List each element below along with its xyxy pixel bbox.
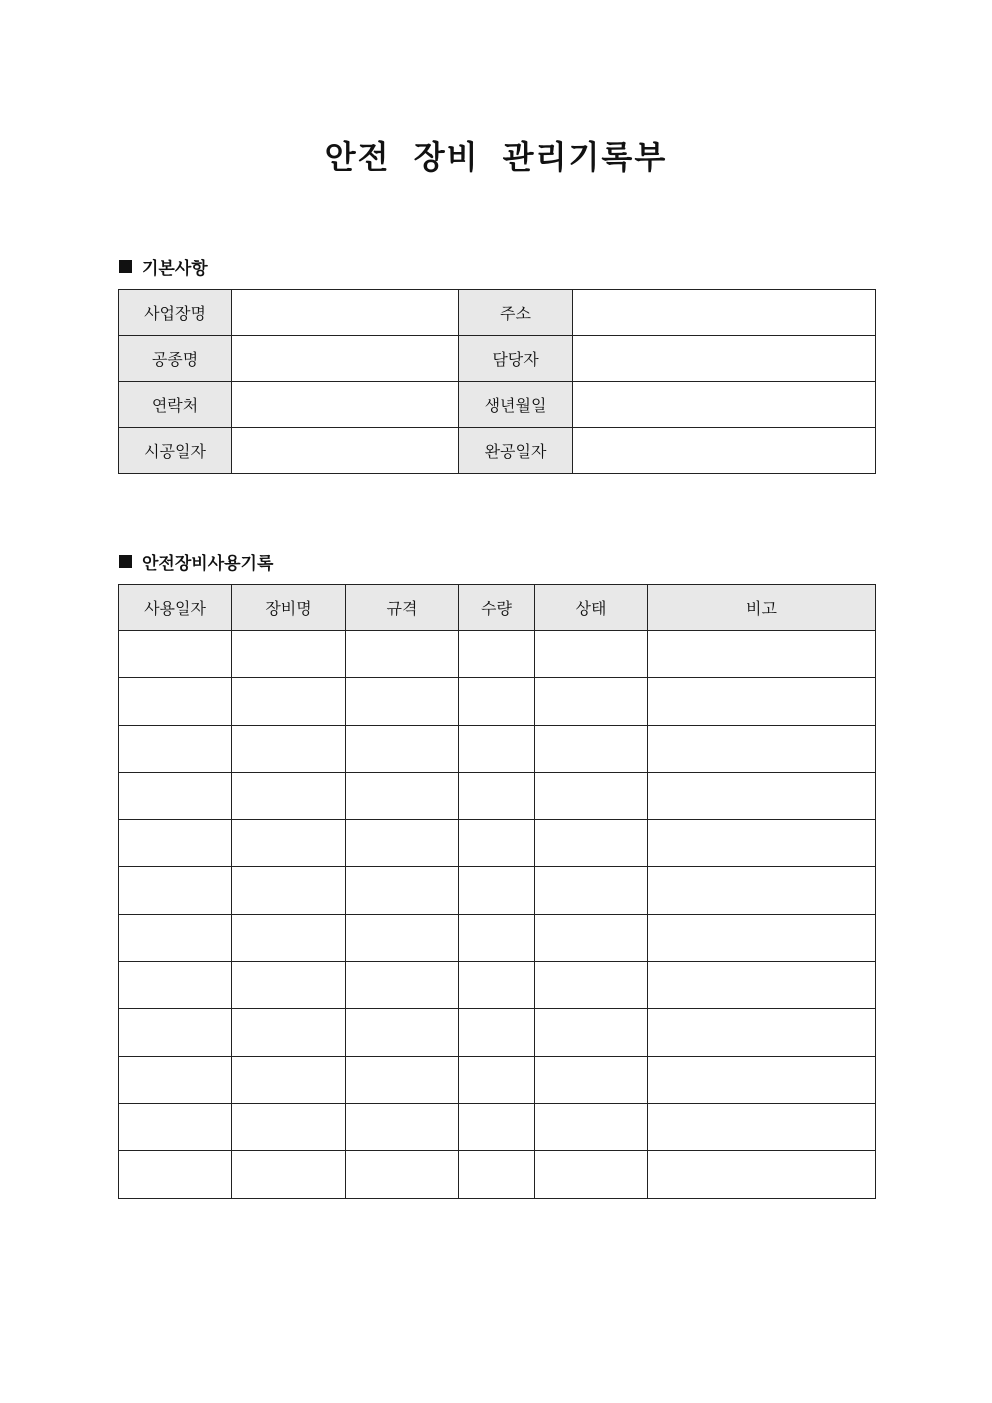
- record-row: [119, 1151, 876, 1198]
- record-cell[interactable]: [648, 867, 876, 914]
- record-cell[interactable]: [459, 631, 535, 678]
- record-cell[interactable]: [459, 820, 535, 867]
- record-cell[interactable]: [346, 725, 459, 772]
- basic-value-field[interactable]: [232, 382, 459, 428]
- record-cell[interactable]: [232, 678, 346, 725]
- record-cell[interactable]: [648, 1151, 876, 1198]
- record-cell[interactable]: [648, 962, 876, 1009]
- record-cell[interactable]: [119, 962, 232, 1009]
- basic-value-field[interactable]: [232, 336, 459, 382]
- record-row: [119, 962, 876, 1009]
- record-cell[interactable]: [119, 772, 232, 819]
- basic-label: 시공일자: [119, 428, 232, 474]
- record-cell[interactable]: [119, 1103, 232, 1150]
- record-cell[interactable]: [648, 631, 876, 678]
- record-cell[interactable]: [232, 867, 346, 914]
- page-title: 안전 장비 관리기록부: [324, 138, 668, 176]
- basic-section-title: 기본사항: [142, 259, 208, 279]
- basic-value-field[interactable]: [573, 290, 876, 336]
- basic-label: 주소: [459, 290, 573, 336]
- record-cell[interactable]: [535, 1103, 648, 1150]
- record-cell[interactable]: [459, 1151, 535, 1198]
- record-cell[interactable]: [232, 631, 346, 678]
- record-cell[interactable]: [346, 1151, 459, 1198]
- basic-info-row: [119, 382, 876, 428]
- record-cell[interactable]: [535, 725, 648, 772]
- record-cell[interactable]: [119, 1009, 232, 1056]
- record-cell[interactable]: [648, 1056, 876, 1103]
- record-cell[interactable]: [535, 914, 648, 961]
- record-row: [119, 1009, 876, 1056]
- basic-value-field[interactable]: [573, 336, 876, 382]
- basic-label: 생년월일: [459, 382, 573, 428]
- record-cell[interactable]: [119, 725, 232, 772]
- record-section-title: 안전장비사용기록: [142, 554, 274, 574]
- basic-info-row: [119, 290, 876, 336]
- record-row: [119, 725, 876, 772]
- record-cell[interactable]: [459, 678, 535, 725]
- record-column-header: 상태: [535, 585, 648, 631]
- record-cell[interactable]: [459, 1009, 535, 1056]
- record-cell[interactable]: [232, 962, 346, 1009]
- record-cell[interactable]: [346, 631, 459, 678]
- record-cell[interactable]: [535, 962, 648, 1009]
- record-cell[interactable]: [459, 914, 535, 961]
- equipment-record-table: [118, 584, 876, 1199]
- record-row: [119, 772, 876, 819]
- basic-value-field[interactable]: [573, 428, 876, 474]
- record-row: [119, 678, 876, 725]
- record-row: [119, 867, 876, 914]
- record-cell[interactable]: [459, 725, 535, 772]
- record-cell[interactable]: [232, 914, 346, 961]
- record-column-header: 장비명: [232, 585, 346, 631]
- record-cell[interactable]: [119, 1151, 232, 1198]
- record-cell[interactable]: [232, 725, 346, 772]
- record-cell[interactable]: [346, 962, 459, 1009]
- record-cell[interactable]: [535, 678, 648, 725]
- basic-info-row: [119, 336, 876, 382]
- record-cell[interactable]: [459, 962, 535, 1009]
- square-bullet-icon: [119, 260, 132, 273]
- record-section-heading: [119, 549, 273, 574]
- basic-label: 공종명: [119, 336, 232, 382]
- record-header-row: [119, 585, 876, 631]
- record-cell[interactable]: [346, 914, 459, 961]
- record-column-header: 사용일자: [119, 585, 232, 631]
- basic-label: 완공일자: [459, 428, 573, 474]
- basic-label: 담당자: [459, 336, 573, 382]
- record-cell[interactable]: [232, 1103, 346, 1150]
- basic-info-table: [118, 289, 876, 474]
- record-cell[interactable]: [648, 678, 876, 725]
- basic-value-field[interactable]: [573, 382, 876, 428]
- record-cell[interactable]: [119, 867, 232, 914]
- basic-label: 사업장명: [119, 290, 232, 336]
- record-cell[interactable]: [459, 772, 535, 819]
- record-cell[interactable]: [535, 820, 648, 867]
- basic-value-field[interactable]: [232, 428, 459, 474]
- record-cell[interactable]: [459, 1056, 535, 1103]
- record-cell[interactable]: [119, 1056, 232, 1103]
- record-cell[interactable]: [648, 1009, 876, 1056]
- record-cell[interactable]: [535, 772, 648, 819]
- basic-value-field[interactable]: [232, 290, 459, 336]
- record-cell[interactable]: [346, 1009, 459, 1056]
- record-column-header: 수량: [459, 585, 535, 631]
- basic-section-heading: [119, 254, 208, 279]
- basic-info-row: [119, 428, 876, 474]
- record-cell[interactable]: [346, 867, 459, 914]
- record-cell[interactable]: [346, 1103, 459, 1150]
- record-cell[interactable]: [535, 1151, 648, 1198]
- record-cell[interactable]: [119, 678, 232, 725]
- square-bullet-icon: [119, 555, 132, 568]
- record-row: [119, 631, 876, 678]
- record-cell[interactable]: [535, 631, 648, 678]
- record-cell[interactable]: [535, 1056, 648, 1103]
- record-cell[interactable]: [232, 1009, 346, 1056]
- record-cell[interactable]: [535, 1009, 648, 1056]
- record-row: [119, 820, 876, 867]
- record-cell[interactable]: [232, 1056, 346, 1103]
- record-cell[interactable]: [346, 1056, 459, 1103]
- record-row: [119, 1056, 876, 1103]
- record-cell[interactable]: [459, 867, 535, 914]
- record-cell[interactable]: [459, 1103, 535, 1150]
- record-row: [119, 914, 876, 961]
- record-cell[interactable]: [232, 820, 346, 867]
- record-cell[interactable]: [648, 820, 876, 867]
- record-cell[interactable]: [232, 1151, 346, 1198]
- record-column-header: 비고: [648, 585, 876, 631]
- record-column-header: 규격: [346, 585, 459, 631]
- record-cell[interactable]: [346, 678, 459, 725]
- record-cell[interactable]: [346, 772, 459, 819]
- record-cell[interactable]: [648, 725, 876, 772]
- record-cell[interactable]: [346, 820, 459, 867]
- record-cell[interactable]: [648, 1103, 876, 1150]
- basic-label: 연락처: [119, 382, 232, 428]
- record-cell[interactable]: [648, 914, 876, 961]
- record-cell[interactable]: [119, 820, 232, 867]
- record-row: [119, 1103, 876, 1150]
- record-cell[interactable]: [119, 631, 232, 678]
- record-cell[interactable]: [648, 772, 876, 819]
- record-cell[interactable]: [535, 867, 648, 914]
- record-cell[interactable]: [119, 914, 232, 961]
- record-cell[interactable]: [232, 772, 346, 819]
